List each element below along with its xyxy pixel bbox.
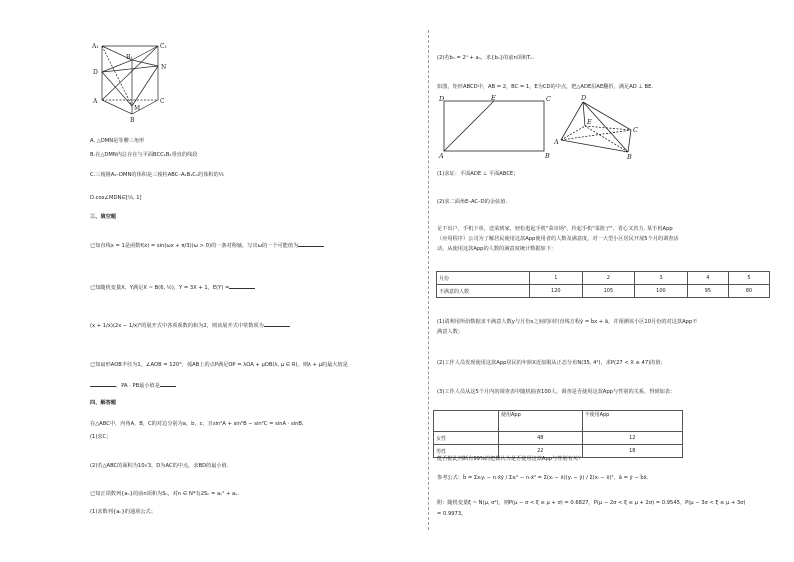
table-row <box>434 432 683 445</box>
table-cell: 22 <box>499 445 583 458</box>
section-fill-heading: 三、填空题 <box>90 214 116 220</box>
table-cell: 月份 <box>437 272 530 285</box>
fold-label-A: A <box>554 138 559 146</box>
app-intro-line3: 动，从使用这款App的人数的满意度统计数据如下： <box>437 246 557 252</box>
solve-2-stem: 已知正项数列{aₙ}的前n项和为Sₙ，对n ∈ N*有2Sₙ = aₙ² + aₙ. <box>90 491 239 497</box>
fill-question-4: 已知扇形AOB半径为1，∠AOB = 120°，弧AB上的点P满足OP = λOA + μOB(λ, μ ∈ R)，则λ + μ的最大值是 <box>90 362 348 368</box>
label-M: M <box>134 105 141 112</box>
table-cell: 100 <box>635 285 688 298</box>
table-cell: 5 <box>728 272 769 285</box>
solve-1-part1: (1)求C； <box>90 434 112 440</box>
fold-label-B: B <box>627 153 632 160</box>
label-C1: C₁ <box>160 43 167 50</box>
table-cell <box>434 411 499 432</box>
fill-question-2: 已知随机变量X，Y满足X ~ B(6, ½)，Y = 3X + 1，E(Y) = <box>90 283 255 292</box>
rect-label-D: D <box>439 95 445 103</box>
table-cell: 95 <box>687 285 728 298</box>
table-cell: 4 <box>687 272 728 285</box>
app-part1-line1: (1)请利用所给数据求不满意人数y与月份x之间的回归直线方程ŷ = b̂x + â，并预测该小区10月份的对这款App不 <box>437 319 698 325</box>
table-cell: 120 <box>530 285 583 298</box>
table-cell: 105 <box>582 285 635 298</box>
app-part3-question: 能否据此判断有99%的把握认为是否使用这款App与性别有关？ <box>437 456 584 462</box>
table-row <box>437 285 770 298</box>
rect-label-E: E <box>491 94 496 102</box>
table-cell: 使用App <box>499 411 583 432</box>
table-cell: 不使用App <box>582 411 682 432</box>
rect-label-C: C <box>546 95 551 103</box>
label-D: D <box>93 69 98 76</box>
solve-1-stem: 在△ABC中，内角A，B，C的对边分别为a，b，c，且sin²A + sin²B − sin²C = sinA · sinB. <box>90 421 304 427</box>
section-solve-heading: 四、解答题 <box>90 400 116 406</box>
table-cell: 1 <box>530 272 583 285</box>
gender-table <box>433 410 683 458</box>
monthly-table <box>436 271 770 298</box>
appendix-line2: = 0.9973。 <box>437 511 467 517</box>
table-cell: 48 <box>499 432 583 445</box>
folded-figure <box>553 94 643 160</box>
label-B: B <box>130 117 135 124</box>
label-C: C <box>160 98 165 105</box>
table-cell: 不满意的人数 <box>437 285 530 298</box>
appendix-line1: 附：随机变量ξ ~ N(μ, σ²)，则P(μ − σ < ξ ≤ μ + σ) = 0.6827，P(μ − 2σ < ξ ≤ μ + 2σ) = 0.9545，P(μ − 3σ < ξ ≤ μ + 3σ) <box>437 500 746 506</box>
table-cell: 18 <box>582 445 682 458</box>
table-cell: 2 <box>582 272 635 285</box>
rectangle-intro: 如图，矩形ABCD中，AB = 2，BC = 1，E为CD的中点，把△ADE沿AE翻折，满足AD ⊥ BE. <box>437 84 654 90</box>
table-cell: 80 <box>728 285 769 298</box>
fill-question-1: 已知直线x = 1是函数f(x) = sin(ωx + π/3)(ω > 0)的一条对称轴，写出ω的一个可能值为 <box>90 241 324 250</box>
rect-label-B: B <box>545 152 550 160</box>
fold-label-E: E <box>587 118 592 126</box>
label-N: N <box>161 64 167 71</box>
option-d: D.cos∠MDN∈[⅓, 1] <box>90 195 142 201</box>
column-divider <box>428 30 429 530</box>
prism-figure <box>88 40 178 130</box>
option-c: C.三棱锥A₁–DMN的体积是三棱柱ABC–A₁B₁C₁的体积的⅓ <box>90 172 224 178</box>
table-cell: 女性 <box>434 432 499 445</box>
table-cell: 男性 <box>434 445 499 458</box>
fold-label-C: C <box>633 126 638 134</box>
reference-formula: 参考公式：b̂ = Σxᵢyᵢ − n·x̄ȳ / Σxᵢ² − n·x̄² = Σ(xᵢ − x̄)(yᵢ − ȳ) / Σ(xᵢ − x̄)²，â = ȳ − b̂x̄. <box>437 475 649 481</box>
rectangle-part1: (1)求证：平面ADE ⊥ 平面ABCE； <box>437 171 519 177</box>
rectangle-figure <box>436 94 556 160</box>
rect-label-A: A <box>439 152 444 160</box>
table-cell: 12 <box>582 432 682 445</box>
sequence-part2: (2)若bₙ = 2ⁿ + aₙ，求{bₙ}的前n项和Tₙ. <box>437 55 535 61</box>
label-A: A <box>93 98 98 105</box>
label-A1: A₁ <box>92 43 99 50</box>
rectangle-part2: (2)求二面角E–AC–D的余弦值. <box>437 199 508 205</box>
app-part1-line2: 满意人数； <box>437 329 463 335</box>
app-intro-line2: （应用程序）公司为了解居民使用这款App使用者的人数及满意度，对一大型小区居民开展5个月的调查活 <box>437 236 679 242</box>
table-cell: 3 <box>635 272 688 285</box>
table-row <box>437 272 770 285</box>
fill-question-4b: ，PA · PB最小值是 <box>90 381 176 390</box>
option-a: A. △DMN是等腰三角形 <box>90 138 145 144</box>
app-part3: (3)工作人员从这5个月内的调查表中随机抽查100人，调查是否使用这款App与性别的关系，得到如表： <box>437 389 676 395</box>
solve-1-part2: (2)若△ABC的面积为10√3，D为AC的中点，求BD的最小值. <box>90 463 229 469</box>
fill-question-3: (x + 1/x)(2x − 1/x)⁵的展开式中各项系数的和为2，则该展开式中常数项为 <box>90 321 290 330</box>
fold-label-D: D <box>581 94 587 102</box>
table-row <box>434 411 683 432</box>
option-b: B.在△DMN内总存在与平面BCC₁B₁垂直的线段 <box>90 152 198 158</box>
app-part2: (2)工作人员发现使用这款App居民的年龄X近似服从正态分布N(35, 4²)，求P(27 < X ≤ 47)的值； <box>437 360 666 366</box>
label-B1: B₁ <box>126 54 133 61</box>
app-intro-line1: 足不出户，手机下单，送菜到家，轻松逛起手机"菜市场"，拎起手机"菜篮子"，省心又省力. 某手机App <box>437 226 673 232</box>
solve-2-part1: (1)求数列{aₙ}的通项公式； <box>90 509 156 515</box>
